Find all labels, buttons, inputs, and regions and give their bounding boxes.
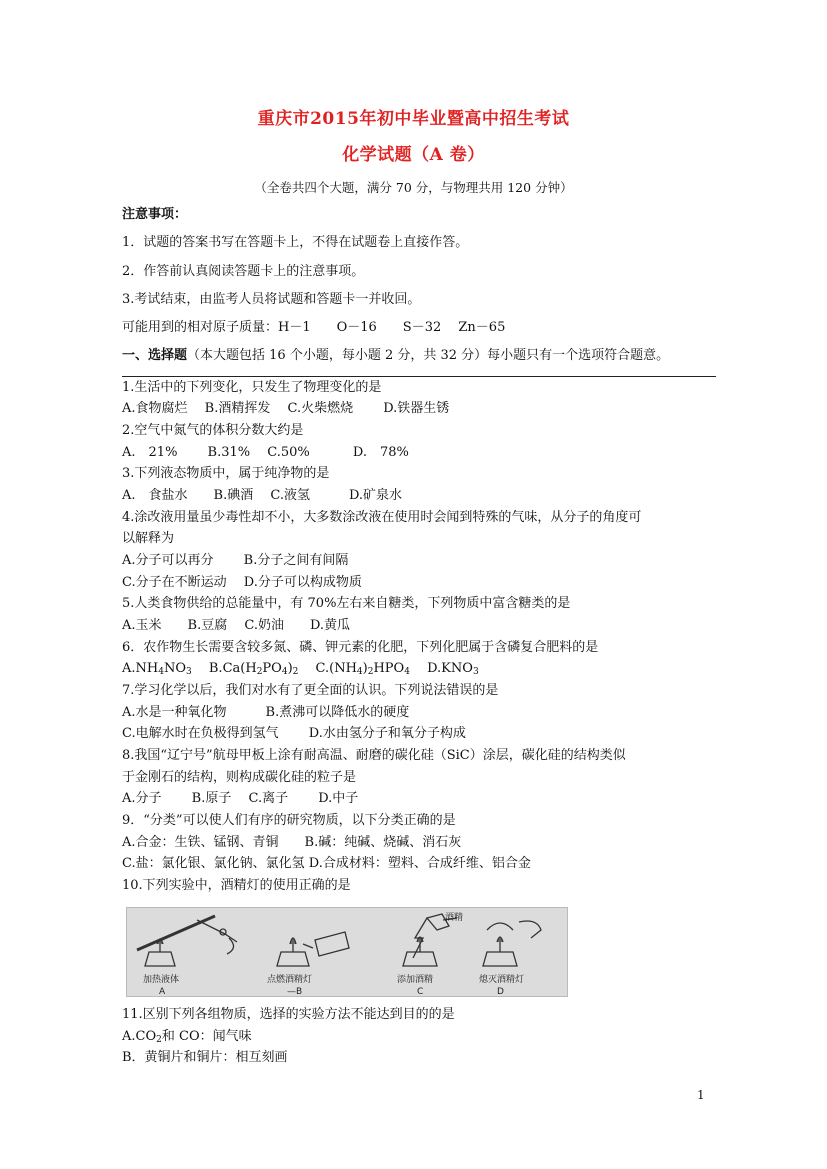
question-4-options-a: A.分子可以再分 B.分子之间有间隔: [122, 553, 349, 568]
question-2: 2.空气中氮气的体积分数大约是: [122, 423, 304, 438]
q6-sub: 3: [186, 667, 192, 677]
question-8-line-2: 于金刚石的结构，则构成碳化硅的粒子是: [122, 770, 357, 785]
instruction-item-1: 1．试题的答案书写在答题卡上，不得在试题卷上直接作答。: [122, 235, 469, 250]
exam-title: 重庆市2015年初中毕业暨高中招生考试: [257, 109, 570, 129]
question-7-options-a: A.水是一种氧化物 B.煮沸可以降低水的硬度: [122, 705, 410, 720]
figure-caption-d: 熄灭酒精灯: [479, 975, 525, 985]
question-11: 11.区别下列各组物质，选择的实验方法不能达到目的的是: [122, 1007, 455, 1022]
page-number: 1: [697, 1088, 705, 1102]
figure-letter-d: D: [497, 987, 504, 996]
question-8-line-1: 8.我国“辽宁号”航母甲板上涂有耐高温、耐磨的碳化硅（SiC）涂层，碳化硅的结构类似: [122, 748, 626, 763]
section-desc: （本大题包括 16 个小题，每小题 2 分，共 32 分）每小题只有一个选项符合题意。: [187, 348, 670, 363]
question-4-options-b: C.分子在不断运动 D.分子可以构成物质: [122, 575, 362, 590]
q6-part: NO: [163, 661, 187, 676]
question-5: 5.人类食物供给的总能量中，有 70%左右来自糖类，下列物质中富含糖类的是: [122, 596, 571, 611]
lamp-a-icon: [145, 952, 175, 966]
section-divider: [122, 376, 716, 377]
question-9-options-b: C.盐：氯化银、氯化钠、氯化氢 D.合成材料：塑料、合成纤维、铝合金: [122, 856, 531, 871]
question-2-options: A. 21% B.31% C.50% D. 78%: [122, 445, 409, 460]
atomic-masses: 可能用到的相对原子质量：H－1 O－16 S－32 Zn－65: [122, 320, 506, 335]
figure-letter-c: C: [417, 987, 424, 996]
instructions-heading: 注意事项：: [122, 207, 188, 222]
question-3-options: A. 食盐水 B.碘酒 C.液氢 D.矿泉水: [122, 488, 403, 503]
question-9: 9．“分类”可以使人们有序的研究物质，以下分类正确的是: [122, 813, 456, 828]
question-4-line-2: 以解释为: [122, 531, 175, 546]
question-7: 7.学习化学以后，我们对水有了更全面的认识。下列说法错误的是: [122, 683, 499, 698]
q6-part: D.KNO: [409, 661, 473, 676]
figure-letter-a: A: [159, 987, 166, 996]
exam-subtitle: 化学试题（A 卷）: [342, 145, 485, 165]
alcohol-label: 酒精: [445, 913, 464, 923]
q11-a-sub: 2: [156, 1035, 162, 1045]
q6-sub: 2: [292, 667, 299, 677]
q6-sub: 4: [158, 667, 164, 677]
exam-note: （全卷共四个大题，满分 70 分，与物理共用 120 分钟）: [254, 180, 573, 195]
question-1-options: A.食物腐烂 B.酒精挥发 C.火柴燃烧 D.铁器生锈: [122, 401, 450, 416]
lamp-d-icon: [483, 952, 517, 966]
question-6-options: [122, 661, 479, 680]
question-10: 10.下列实验中，酒精灯的使用正确的是: [122, 878, 351, 893]
lamp-b-icon: [277, 952, 309, 966]
question-1: 1.生活中的下列变化，只发生了物理变化的是: [122, 380, 382, 395]
section-heading: [122, 348, 669, 364]
q6-sub: 2: [367, 667, 374, 677]
q6-sub: 4: [356, 667, 363, 677]
q11-a-part: A.CO: [122, 1029, 157, 1044]
q6-part: B.Ca(H: [191, 661, 257, 676]
instruction-item-2: 2．作答前认真阅读答题卡上的注意事项。: [122, 264, 365, 279]
q6-sub: 3: [472, 667, 479, 677]
figure-caption-a: 加热液体: [143, 975, 180, 985]
question-8-options: A.分子 B.原子 C.离子 D.中子: [122, 791, 359, 806]
q11-a-part: 和 CO：闻气味: [161, 1029, 252, 1044]
question-11-option-b: B．黄铜片和铜片：相互刻画: [122, 1050, 288, 1065]
question-5-options: A.玉米 B.豆腐 C.奶油 D.黄瓜: [122, 618, 351, 633]
section-label: 一、选择题: [122, 348, 188, 363]
question-9-options-a: A.合金：生铁、锰钢、青铜 B.碱：纯碱、烧碱、消石灰: [122, 835, 462, 850]
instruction-item-3: 3.考试结束，由监考人员将试题和答题卡一并收回。: [122, 292, 421, 307]
figure-caption-c: 添加酒精: [397, 975, 434, 985]
q6-sub: 4: [404, 667, 410, 677]
q6-sub: 2: [256, 667, 263, 677]
lamp-c-icon: [403, 952, 437, 966]
question-4-line-1: 4.涂改液用量虽少毒性却不小，大多数涂改液在使用时会闻到特殊的气味，从分子的角度可: [122, 510, 642, 525]
question-7-options-b: C.电解水时在负极得到氢气 D.水由氢分子和氧分子构成: [122, 726, 466, 741]
q6-sub: 4: [281, 667, 288, 677]
question-11-option-a: [122, 1029, 252, 1048]
q6-part: C.(NH: [298, 661, 357, 676]
q6-part: ): [362, 661, 368, 676]
q6-part: PO: [262, 661, 282, 676]
alcohol-lamp-figure: [126, 907, 568, 997]
q6-part: A.NH: [122, 661, 159, 676]
question-6: 6．农作物生长需要含较多氮、磷、钾元素的化肥，下列化肥属于含磷复合肥料的是: [122, 640, 599, 655]
question-3: 3.下列液态物质中，属于纯净物的是: [122, 466, 330, 481]
q6-part: ): [287, 661, 293, 676]
figure-caption-b: 点燃酒精灯: [267, 975, 313, 985]
figure-letter-b: —B: [287, 987, 303, 996]
q6-part: HPO: [373, 661, 405, 676]
